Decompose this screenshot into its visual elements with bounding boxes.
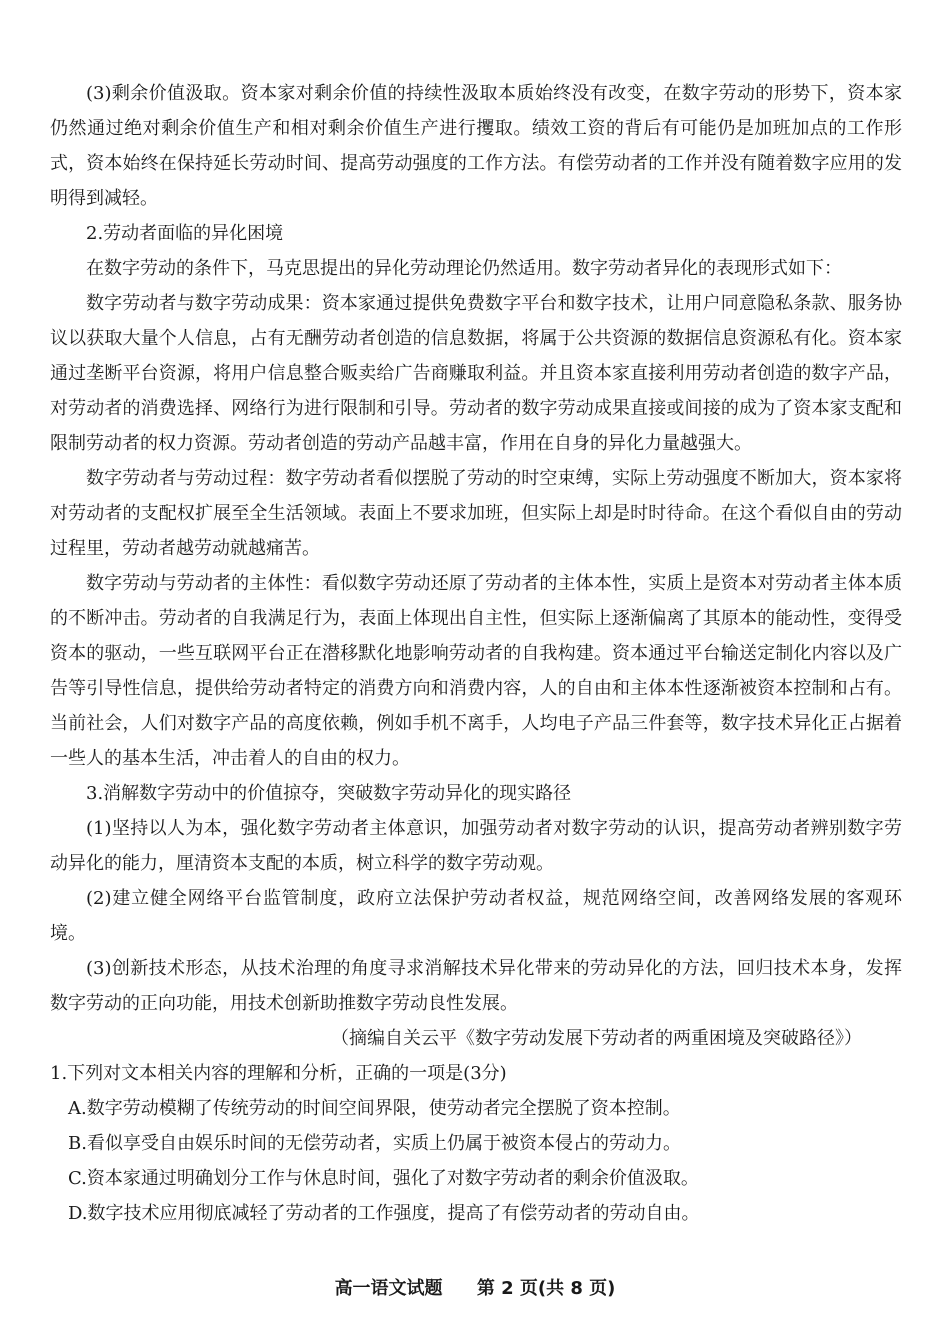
option-a: A.数字劳动模糊了传统劳动的时间空间界限，使劳动者完全摆脱了资本控制。 (68, 1098, 681, 1119)
footer-page-number: 第 2 页(共 8 页) (476, 1278, 616, 1299)
section-heading-3: 3.消解数字劳动中的价值掠夺，突破数字劳动异化的现实路径 (86, 783, 572, 804)
question-stem: 1.下列对文本相关内容的理解和分析，正确的一项是(3分) (50, 1063, 507, 1084)
paragraph-measure-1: (1)坚持以人为本，强化数字劳动者主体意识，加强劳动者对数字劳动的认识，提高劳动者辨别数字劳动异化的能力，厘清资本支配的本质，树立科学的数字劳动观。 (50, 818, 902, 874)
option-b: B.看似享受自由娱乐时间的无偿劳动者，实质上仍属于被资本侵占的劳动力。 (68, 1133, 681, 1154)
footer-subject: 高一语文试题 (334, 1278, 443, 1299)
page-footer (0, 1277, 950, 1301)
paragraph-subjectivity: 数字劳动与劳动者的主体性：看似数字劳动还原了劳动者的主体本性，实质上是资本对劳动者主体本质的不断冲击。劳动者的自我满足行为，表面上体现出自主性，但实际上逐渐偏离了其原本的能动性，变得受资本的驱动，一些互联网平台正在潜移默化地影响劳动者的自我构建。资本通过平台输送定制化内容以及广告等引导性信息，提供给劳动者特定的消费方向和消费内容，人的自由和主体本性逐渐被资本控制和占有。当前社会，人们对数字产品的高度依赖，例如手机不离手，人均电子产品三件套等，数字技术异化正占据着一些人的基本生活，冲击着人的自由的权力。 (50, 573, 902, 769)
document-body (50, 76, 902, 1231)
paragraph-labor-results: 数字劳动者与数字劳动成果：资本家通过提供免费数字平台和数字技术，让用户同意隐私条款、服务协议以获取大量个人信息，占有无酬劳动者创造的信息数据，将属于公共资源的数据信息资源私有化。资本家通过垄断平台资源，将用户信息整合贩卖给广告商赚取利益。并且资本家直接利用劳动者创造的数字产品，对劳动者的消费选择、网络行为进行限制和引导。劳动者的数字劳动成果直接或间接的成为了资本家支配和限制劳动者的权力资源。劳动者创造的劳动产品越丰富，作用在自身的异化力量越强大。 (50, 293, 902, 454)
paragraph-measure-2: (2)建立健全网络平台监管制度，政府立法保护劳动者权益，规范网络空间，改善网络发展的客观环境。 (50, 888, 902, 944)
paragraph-alienation-intro: 在数字劳动的条件下，马克思提出的异化劳动理论仍然适用。数字劳动者异化的表现形式如下： (86, 258, 842, 279)
option-c: C.资本家通过明确划分工作与休息时间，强化了对数字劳动者的剩余价值汲取。 (68, 1168, 699, 1189)
option-d: D.数字技术应用彻底减轻了劳动者的工作强度，提高了有偿劳动者的劳动自由。 (68, 1203, 700, 1224)
paragraph-labor-process: 数字劳动者与劳动过程：数字劳动者看似摆脱了劳动的时空束缚，实际上劳动强度不断加大，资本家将对劳动者的支配权扩展至全生活领域。表面上不要求加班，但实际上却是时时待命。在这个看似自由的劳动过程里，劳动者越劳动就越痛苦。 (50, 468, 902, 559)
source-citation: （摘编自关云平《数字劳动发展下劳动者的两重困境及突破路径》） (331, 1028, 862, 1049)
paragraph-measure-3: (3)创新技术形态，从技术治理的角度寻求消解技术异化带来的劳动异化的方法，回归技术本身，发挥数字劳动的正向功能，用技术创新助推数字劳动良性发展。 (50, 958, 902, 1014)
paragraph-surplus-value: (3)剩余价值汲取。资本家对剩余价值的持续性汲取本质始终没有改变，在数字劳动的形势下，资本家仍然通过绝对剩余价值生产和相对剩余价值生产进行攫取。绩效工资的背后有可能仍是加班加点的工作形式，资本始终在保持延长劳动时间、提高劳动强度的工作方法。有偿劳动者的工作并没有随着数字应用的发明得到减轻。 (50, 83, 902, 209)
section-heading-2: 2.劳动者面临的异化困境 (86, 223, 284, 244)
